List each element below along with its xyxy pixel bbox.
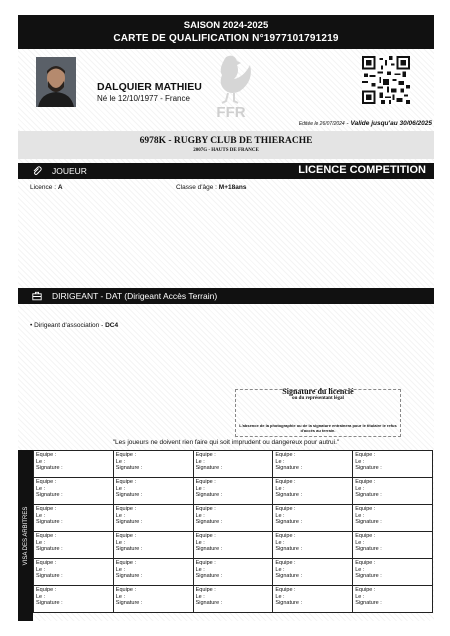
signature-subtitle: ou du représentant légal: [292, 396, 344, 401]
visa-equipe-label: Equipe :: [195, 506, 216, 512]
visa-equipe-label: Equipe :: [355, 587, 376, 593]
visa-cell: [353, 451, 433, 478]
club-band: [18, 131, 434, 159]
card-number-title: CARTE DE QUALIFICATION N°1977101791219: [113, 33, 339, 44]
visa-le-label: Le :: [115, 593, 125, 600]
visa-cell: [353, 505, 433, 532]
visa-cell: [113, 586, 193, 613]
visa-row: [34, 532, 433, 559]
visa-signature-label: Signature :: [115, 519, 143, 525]
visa-le-label: Le :: [355, 566, 365, 573]
visa-equipe-label: Equipe :: [195, 587, 216, 593]
visa-le-label: Le :: [36, 566, 46, 573]
dirigeant-item-value: DC4: [105, 322, 119, 329]
visa-signature-label: Signature :: [275, 600, 302, 606]
dirigeant-section-bar: [18, 288, 434, 304]
visa-signature-label: Signature :: [36, 573, 63, 579]
visa-cell: [113, 532, 193, 559]
visa-le-label: Le :: [115, 485, 125, 492]
visa-signature-label: Signature :: [275, 465, 302, 471]
visa-equipe-label: Equipe :: [195, 452, 216, 458]
visa-signature-label: Signature :: [36, 546, 63, 552]
visa-signature-label: Signature :: [355, 519, 382, 525]
visa-signature-label: Signature :: [36, 600, 63, 606]
qr-code: [362, 56, 410, 104]
visa-equipe-label: Equipe :: [275, 479, 296, 485]
visa-le-label: Le :: [275, 458, 285, 465]
visa-cell: [273, 532, 353, 559]
visa-le-label: Le :: [115, 539, 125, 546]
visa-signature-label: Signature :: [115, 546, 143, 552]
visa-signature-label: Signature :: [36, 519, 63, 525]
visa-le-label: Le :: [355, 458, 365, 465]
visa-cell: [34, 451, 114, 478]
briefcase-icon: [32, 291, 42, 301]
joueur-label: JOUEUR: [52, 166, 87, 176]
visa-signature-label: Signature :: [195, 600, 223, 606]
visa-signature-label: Signature :: [195, 546, 223, 552]
visa-equipe-label: Equipe :: [355, 560, 376, 566]
visa-cell: [193, 451, 273, 478]
visa-equipe-label: Equipe :: [36, 560, 57, 566]
visa-cell: [273, 451, 353, 478]
visa-signature-label: Signature :: [355, 600, 382, 606]
age-class-value: M+18ans: [218, 184, 247, 191]
visa-le-label: Le :: [195, 593, 205, 600]
visa-cell: [34, 532, 114, 559]
joueur-section-bar: [18, 163, 434, 179]
visa-le-label: Le :: [275, 512, 285, 519]
visa-le-label: Le :: [36, 485, 46, 492]
visa-cell: [113, 559, 193, 586]
visa-signature-label: Signature :: [115, 492, 143, 498]
visa-cell: [34, 478, 114, 505]
visa-equipe-label: Equipe :: [36, 533, 57, 539]
visa-equipe-label: Equipe :: [115, 560, 136, 566]
visa-row: [34, 478, 433, 505]
visa-le-label: Le :: [36, 512, 46, 519]
valid-until-date: Valide jusqu'au 30/06/2025: [350, 120, 432, 127]
visa-equipe-label: Equipe :: [36, 479, 57, 485]
licence-value: A: [57, 184, 63, 191]
visa-le-label: Le :: [275, 539, 285, 546]
visa-equipe-label: Equipe :: [115, 587, 136, 593]
visa-le-label: Le :: [195, 539, 205, 546]
visa-signature-label: Signature :: [195, 465, 223, 471]
visa-equipe-label: Equipe :: [275, 452, 296, 458]
safety-warning: "Les joueurs ne doivent rien faire qui soit imprudent ou dangereux pour autrui.": [112, 439, 340, 446]
visa-le-label: Le :: [355, 485, 365, 492]
visa-signature-label: Signature :: [195, 573, 223, 579]
ffr-logo: [204, 51, 258, 121]
visa-equipe-label: Equipe :: [195, 533, 216, 539]
visa-le-label: Le :: [36, 593, 46, 600]
visa-signature-label: Signature :: [355, 492, 382, 498]
visa-cell: [34, 559, 114, 586]
visa-signature-label: Signature :: [36, 492, 63, 498]
signature-title: Signature du licencié: [282, 387, 354, 396]
validity-dates: Editée le 26/07/2024 - Valide jusqu'au 30/06/2025: [298, 120, 432, 127]
visa-row: [34, 505, 433, 532]
visa-signature-label: Signature :: [275, 492, 302, 498]
signature-box: [235, 389, 401, 437]
dirigeant-item: • Dirigeant d'association - DC4: [30, 322, 119, 329]
visa-signature-label: Signature :: [115, 573, 143, 579]
visa-cell: [273, 559, 353, 586]
visa-equipe-label: Equipe :: [355, 533, 376, 539]
visa-signature-label: Signature :: [115, 465, 143, 471]
visa-cell: [193, 505, 273, 532]
visa-equipe-label: Equipe :: [195, 479, 216, 485]
visa-signature-label: Signature :: [355, 546, 382, 552]
dirigeant-label: DIRIGEANT - DAT (Dirigeant Accès Terrain): [52, 291, 218, 301]
referee-visa-label: VISA DES ARBITRES: [18, 450, 33, 621]
visa-cell: [193, 532, 273, 559]
qualification-card: [18, 15, 434, 621]
visa-equipe-label: Equipe :: [275, 587, 296, 593]
visa-cell: [353, 478, 433, 505]
referee-visa-grid: [33, 450, 433, 613]
visa-cell: [113, 505, 193, 532]
visa-equipe-label: Equipe :: [355, 479, 376, 485]
visa-row: [34, 586, 433, 613]
visa-signature-label: Signature :: [275, 546, 302, 552]
visa-signature-label: Signature :: [275, 573, 302, 579]
visa-le-label: Le :: [355, 539, 365, 546]
visa-le-label: Le :: [195, 566, 205, 573]
paperclip-icon: [32, 166, 42, 176]
season-title: SAISON 2024-2025: [183, 20, 269, 31]
visa-cell: [34, 586, 114, 613]
visa-cell: [193, 478, 273, 505]
signature-note: L'absence de la photographie ou de la signature entraînera pour le titulaire le refus d'accès au terrain.: [239, 423, 397, 433]
visa-le-label: Le :: [275, 593, 285, 600]
visa-equipe-label: Equipe :: [115, 506, 136, 512]
visa-equipe-label: Equipe :: [115, 479, 136, 485]
visa-cell: [34, 505, 114, 532]
visa-cell: [113, 478, 193, 505]
visa-signature-label: Signature :: [195, 492, 223, 498]
card-header: [18, 15, 434, 49]
visa-cell: [353, 559, 433, 586]
visa-le-label: Le :: [115, 512, 125, 519]
visa-le-label: Le :: [275, 485, 285, 492]
visa-cell: [193, 586, 273, 613]
licence-field: Licence : A: [30, 184, 63, 191]
visa-equipe-label: Equipe :: [36, 452, 57, 458]
club-name: 6978K - RUGBY CLUB DE THIERACHE: [139, 136, 313, 146]
visa-equipe-label: Equipe :: [275, 560, 296, 566]
visa-le-label: Le :: [36, 539, 46, 546]
visa-signature-label: Signature :: [275, 519, 302, 525]
member-photo: [36, 57, 76, 107]
visa-signature-label: Signature :: [115, 600, 143, 606]
visa-equipe-label: Equipe :: [355, 452, 376, 458]
visa-row: [34, 559, 433, 586]
visa-signature-label: Signature :: [195, 519, 223, 525]
visa-le-label: Le :: [115, 458, 125, 465]
visa-signature-label: Signature :: [355, 573, 382, 579]
visa-le-label: Le :: [275, 566, 285, 573]
visa-equipe-label: Equipe :: [275, 533, 296, 539]
visa-le-label: Le :: [355, 512, 365, 519]
visa-cell: [193, 559, 273, 586]
visa-signature-label: Signature :: [36, 465, 63, 471]
visa-cell: [113, 451, 193, 478]
visa-le-label: Le :: [36, 458, 46, 465]
visa-equipe-label: Equipe :: [355, 506, 376, 512]
licence-type: LICENCE COMPETITION: [298, 164, 426, 176]
svg-text:FFR: FFR: [216, 104, 246, 121]
visa-row: [34, 451, 433, 478]
visa-equipe-label: Equipe :: [115, 533, 136, 539]
visa-le-label: Le :: [115, 566, 125, 573]
visa-equipe-label: Equipe :: [36, 506, 57, 512]
visa-equipe-label: Equipe :: [195, 560, 216, 566]
member-name: DALQUIER MATHIEU: [97, 81, 202, 93]
visa-cell: [273, 505, 353, 532]
visa-equipe-label: Equipe :: [275, 506, 296, 512]
visa-equipe-label: Equipe :: [115, 452, 136, 458]
visa-cell: [273, 586, 353, 613]
visa-signature-label: Signature :: [355, 465, 382, 471]
edited-date: Editée le 26/07/2024: [298, 121, 345, 127]
visa-le-label: Le :: [195, 512, 205, 519]
visa-le-label: Le :: [195, 485, 205, 492]
member-birth: Né le 12/10/1977 - France: [97, 94, 190, 103]
visa-equipe-label: Equipe :: [36, 587, 57, 593]
age-class-field: Classe d'âge : M+18ans: [176, 184, 247, 191]
visa-cell: [353, 532, 433, 559]
visa-cell: [353, 586, 433, 613]
visa-cell: [273, 478, 353, 505]
visa-le-label: Le :: [195, 458, 205, 465]
club-region: 2007G - HAUTS DE FRANCE: [193, 148, 259, 153]
visa-le-label: Le :: [355, 593, 365, 600]
